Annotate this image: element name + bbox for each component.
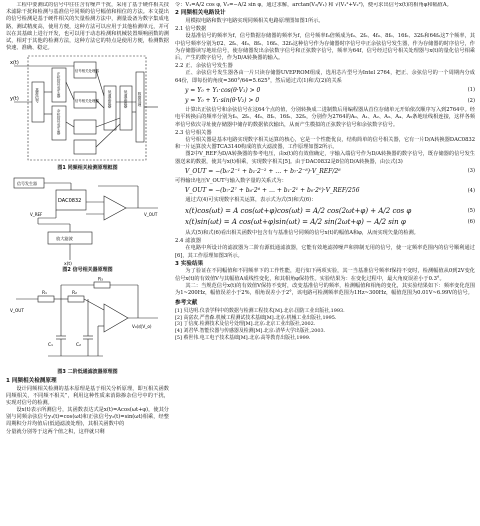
fig1-data-processing: 数据处理 <box>137 92 142 107</box>
references-title: 参考文献 <box>175 300 198 307</box>
fig3-r1: R₁ <box>41 290 47 296</box>
equation-5: x(t)cos(ωt) = A cos(ωt+φ)cos(ωt) = A/2 cos(2ωt+φ) + A/2 cos φ (5) <box>185 206 475 215</box>
intro-paragraph: 工程中要测试的信号中往往含有噪声干扰，采用了基于硬件相关技术滤除干扰和检测与基准信号同频的信号幅值和相位的方法。本文提出的信号检测是基于硬件相关的矢量检测方法中，测量设备为数字集成电路，测试精度高，使用方便，这种方法可以应用于其他检测单元，并可以在其基础上进行开发，也可以用于动态检测和机械装置频响函数的测试，相对于其他的检测方法，这种方法它的特点是使用方便，检测数据快速、准确、稳定。 <box>6 2 169 52</box>
fig1-lowpass-2: 低通滤波器 <box>123 90 128 109</box>
equation-3: V_OUT = −(b₀·2⁻¹ + b₁·2⁻² + … + b₇·2⁻⁸)·V_REF/2⁸ (3) <box>185 167 475 175</box>
fig2-vout-label: V_OUT <box>143 212 157 218</box>
reference-item: [4] 刘君华.智能仪器与传感器及检测[M].北京:清华大学出版社,2003. <box>175 328 326 335</box>
fig2-vref-label: V_REF <box>29 212 42 218</box>
figure-3-lowpass-filter <box>8 276 168 368</box>
fig2-amp-label: 放大滤波 <box>55 236 73 242</box>
fig1-correlator-2: 信号相关处理器 <box>74 99 99 104</box>
equation-4: V_OUT = −(b₇·2⁷ + b₆·2⁶ + … + b₁·2¹ + b₀·2⁰)·V_REF/256 (4) <box>185 187 475 195</box>
section-2-title: 2 同频相关电路设计 <box>175 10 226 17</box>
fig2-x-input: x(t) <box>63 262 72 267</box>
figure-2-correlator <box>8 174 168 266</box>
fig1-sine-gen: 正弦信号发生器 <box>56 72 61 98</box>
fig3-r3: R₃ <box>97 277 103 283</box>
fig3-c1: C₁ <box>47 342 53 348</box>
section-2-3-paragraph-2: 图2中V_REF为D/A转换器的参考电压，由x(t)的有效值确定，字输入端信号作为D/A转换器的数字信号，既存储器的信号发生器送来的数据，使其与x(t)相乘，实现数字相关[5]。由于DAC0832是8位的D/A转换器，由公式(3) <box>175 151 475 165</box>
reference-item: [5] 蔡世伟.电工电子技术基础[M].北京:高等教育出版社,1999. <box>175 334 311 341</box>
reference-item: [1] 贝达明.仪表学科中的数据与检测工程技术[M].北京:国防工业出版社,1993. <box>175 307 345 314</box>
fig3-vin: V_OUT <box>9 307 24 313</box>
section-2-2-paragraph: 正、余弦信号发生器各由一片只读存储器UVEPROM组成，选用芯片型号为Intel 2764，把正、余弦信号的一个周期内分成64份，即每份的角度=360°/64=5.625°，然后通过式(1)和式(2)的关系 <box>175 70 475 84</box>
figure-3-caption: 图3 二阶低通滤波器原理图 <box>57 368 118 375</box>
fig1-x-label: x(t) <box>9 60 19 67</box>
fig2-dac-label: DAC0832 <box>57 198 81 205</box>
figure-1-caption: 图1 同频相关检测原理框图 <box>57 165 118 172</box>
reference-item: [2] 高富农,严普森.机械工程测试技术基础[M].北京:机械工业出版社,1995. <box>175 314 337 321</box>
left-column <box>6 2 169 524</box>
fig1-base-signal: 基准信号 <box>35 88 40 104</box>
fig1-y-label: y(t) <box>9 96 19 103</box>
section-2-3-paragraph-3: 可得输出电压V_OUT与输入数字量的关系式为： <box>175 177 287 184</box>
section-2-3-paragraph: 信号相关器是基本电路实现数字相关运算的核心，它是一个性能优良，结构简单的信号相关器，它有一片D/A转换器DAC0832和一片运算放大器TCA3140构成的放大滤波器，工作原理如图2所示。 <box>175 137 475 151</box>
equation-2: y = Y₀ + Y₁·sin(θ·V₂) > 0 (2) <box>185 96 475 104</box>
section-2-1-title: 2.1 信号数据 <box>175 26 207 33</box>
section-2-4-title: 2.4 滤波器 <box>175 238 201 245</box>
figure-1-block-diagram <box>8 52 168 164</box>
section-3-title: 3 实验结果 <box>175 260 204 267</box>
fig3-c2: C₂ <box>75 342 81 348</box>
fig1-lowpass-1: 低通滤波器 <box>107 90 112 109</box>
fig1-correlator-1: 信号相关处理器 <box>74 69 99 74</box>
section-2-paragraph: 用模拟电路和数字电路实现同频相关电路原理图如图1所示。 <box>185 17 324 24</box>
section-2-3-paragraph-5: 从式(5)和式(6)看出相关函数中包含有与基准信号同频的信号x(t)的幅值A和φ，从而实现矢量的检测。 <box>185 229 419 236</box>
reference-item: [3] 丁信度.检测技术及信号处理[M].北京:北京工业出版社,2002. <box>175 321 316 328</box>
section-3-paragraph: 为了验证在不同幅值和不同频率下的工作性能，进行如下两项实验，其一当基准信号频率f保持不变时，检测幅值从0到2V变化信号x(t)的有效值V与其幅值A成线性变化，和其相角φ保持性。实验结果为：在变化过程中，最大角度误差小于0.3°。 <box>175 268 475 282</box>
section-1-title: 1 同频相关检测原理 <box>6 377 57 384</box>
section-1-paragraph: 设计同频相关检测的基本原理是基于相关分析原理，即互相关函数同频相关，不同频不相关”，利用这种性质来消除掺杂信号中的干扰，实现对信号的检测。 <box>6 385 169 406</box>
section-2-3-paragraph-4: 通过式(4)可实现数字相关运算，表示式为式(5)和式(6)： <box>185 197 317 204</box>
fig3-vout: V₀(或V_o) <box>131 323 152 329</box>
section-2-2-paragraph-2: 计算出正弦信号和余弦信号在这64个点的值，分别转换成二进制数后用编程器从首位存储单元开始依次顺序写入到2764中。经电平转换后的频率分别为f₀、2f₀、4f₀、8f₀、16f₀、32f₀，分别作为2764的A₀、A₁、A₂、A₃、A₄、A₅条地址线相连接，这样各频率信号依次寻址使存储器中储存的数据依次输出，从而产生模拟的正弦数字信号和余弦数字信号。 <box>175 107 475 128</box>
section-2-4-paragraph: 在电路中所设计的滤波器为二阶有源低通滤波器，它能有效地滤掉噪声和抑制无用的信号，使一定频率范围内的信号顺利通过[6]，其工作原理如图3所示。 <box>175 245 475 259</box>
section-1-paragraph-3: 分量就分别等于这两个值之积，这样就只剩 <box>6 428 105 435</box>
fig1-cos-gen: 余弦信号发生器 <box>56 109 61 135</box>
equation-6: x(t)sin(ωt) = A cos(ωt+φ)sin(ωt) = A/2 sin(2ωt+φ) − A/2 sin φ (6) <box>185 218 475 227</box>
fig2-signal-source: 信号发生器 <box>16 181 37 187</box>
figure-2-caption: 图2 信号相关器原理图 <box>62 267 113 274</box>
fig3-r2: R₂ <box>71 290 77 296</box>
section-2-2-title: 2.2 正、余弦信号发生器 <box>175 63 233 70</box>
top-equation-line: 令：V₁=A/2 cos φ, V₂=−A/2 sin φ，通过求解，arctan(V₂/V₁) 和 √(V₁²+V₂²)，便可求出信号x(t)的相角φ和幅值A。 <box>175 2 452 8</box>
equation-1: y = Y₀ + Y₁·cos(θ·V₁) > 0 (1) <box>185 86 475 94</box>
section-1-paragraph-2: 设x(t)表示所测信号，其函数表达式是x(t)=Acos(ωt+φ)，使其分别与同频余弦信号y₁(t)=cos(ωt)和正弦信号y₂(t)=sin(ωt)相乘，经整周期积分并均值后(低通滤波处理)，其相关函数中的 <box>6 407 169 428</box>
section-2-3-title: 2.3 信号相关器 <box>175 129 212 136</box>
right-column <box>175 2 475 524</box>
section-3-paragraph-2: 其二：当规范信号x(t)的有效值V保持不变时，改变基准信号的频率，检测幅值和相角的变化，其实验结果如下：频率变化范围为1~200Hz，幅值误差小于2%，相角误差小于2°，该电路可检测频率范围为1Hz~300Hz，幅值范围为0.01V~6.99V的信号。 <box>175 282 475 296</box>
section-2-1-paragraph: 设基准信号的频率为f，信号数据存储器的频率为f，信号频率f₀倍频成为f₀、2f₀、4f₀、8f₀、16f₀、32f₀和64f₀这7个频率，其中信号频率分别为f/2、2f₀、4f₀、8f₀、16f₀、32f₀这种信号作为存储器时序信号中正余弦信号发生器，作为存储器的时序信号，作为存储器读写地址信号，使存储器发出余弦数字信号和正弦数字信号，频率为64f，信号经过信号相关处理器与x(t)的量化信号相乘后，产生的数字信号，作为D/A转换器的输入。 <box>175 33 475 61</box>
